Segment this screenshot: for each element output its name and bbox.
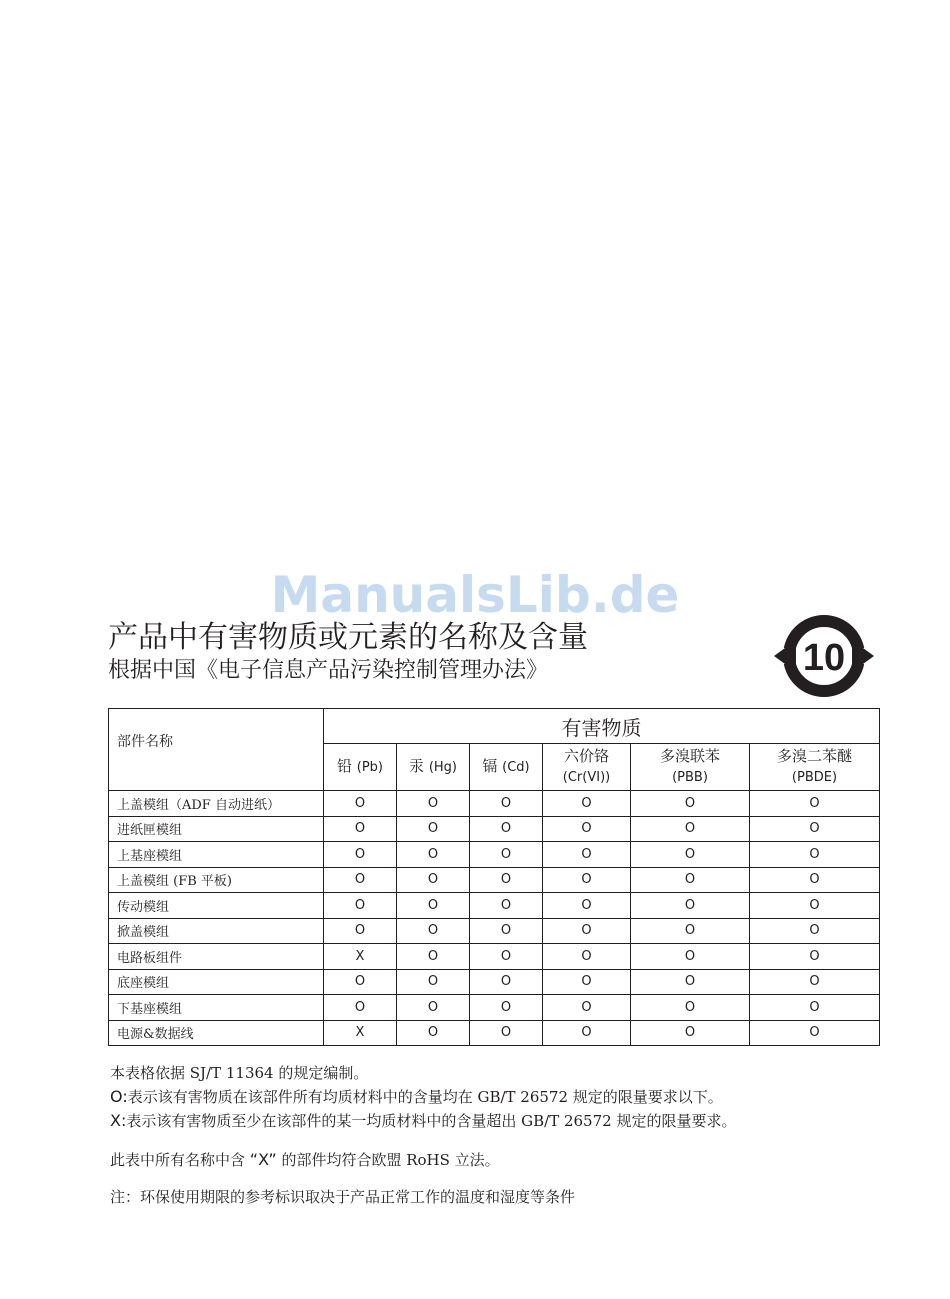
substance-mark-cell: O (470, 791, 543, 817)
substance-mark-cell: O (397, 842, 470, 868)
rohs-note (110, 1149, 500, 1171)
substance-mark-cell: O (470, 918, 543, 944)
table-row (109, 1020, 880, 1046)
substance-mark-cell: O (750, 893, 880, 919)
part-name-cell: 上基座模组 (109, 842, 324, 868)
table-row (109, 918, 880, 944)
substance-header (750, 744, 880, 791)
substance-mark-cell: O (324, 791, 397, 817)
substance-mark-cell: O (543, 791, 631, 817)
substance-header (631, 744, 750, 791)
table-row (109, 867, 880, 893)
epup-number: 10 (802, 637, 846, 679)
substance-mark-cell: O (397, 893, 470, 919)
rohs-note-post: 的部件均符合欧盟 RoHS 立法。 (276, 1151, 500, 1169)
table-row (109, 842, 880, 868)
part-name-cell: 进纸匣模组 (109, 816, 324, 842)
substance-mark-cell: O (631, 969, 750, 995)
substance-mark-cell: O (750, 969, 880, 995)
substance-mark-cell: O (631, 1020, 750, 1046)
x-legend-text: 表示该有害物质至少在该部件的某一均质材料中的含量超出 GB/T 26572 规定的限量要求。 (126, 1112, 737, 1130)
substance-mark-cell: O (324, 816, 397, 842)
o-legend-key: O: (110, 1087, 128, 1106)
rohs-note-quote: “X” (249, 1150, 277, 1169)
substance-mark-cell: O (397, 969, 470, 995)
basis-note: 本表格依据 SJ/T 11364 的规定编制。 (110, 1064, 369, 1082)
table-row (109, 791, 880, 817)
substance-mark-cell: O (750, 842, 880, 868)
hazardous-substances-table (108, 708, 880, 1046)
substance-mark-cell: O (631, 893, 750, 919)
table-row (109, 969, 880, 995)
x-legend (110, 1110, 736, 1132)
substance-mark-cell: O (397, 995, 470, 1021)
substance-symbol: (Cr(VI)) (562, 770, 611, 785)
substance-name: 铅 (336, 757, 352, 775)
substance-mark-cell: O (324, 969, 397, 995)
substance-mark-cell: O (324, 918, 397, 944)
substance-mark-cell: O (470, 816, 543, 842)
table-row (109, 995, 880, 1021)
substance-symbol: (PBDE) (791, 770, 838, 785)
substance-mark-cell: O (543, 816, 631, 842)
substance-mark-cell: O (750, 791, 880, 817)
substance-symbol: (Hg) (428, 760, 457, 775)
substance-mark-cell: O (631, 842, 750, 868)
substance-mark-cell: O (470, 867, 543, 893)
substance-name: 六价铬 (563, 747, 609, 765)
substance-mark-cell: O (470, 995, 543, 1021)
substance-mark-cell: O (543, 969, 631, 995)
part-name-cell: 下基座模组 (109, 995, 324, 1021)
substance-mark-cell: O (631, 867, 750, 893)
remark-note: 注：环保使用期限的参考标识取决于产品正常工作的温度和湿度等条件 (110, 1188, 576, 1206)
substance-mark-cell: O (324, 842, 397, 868)
substance-mark-cell: X (324, 1020, 397, 1046)
substance-mark-cell: O (631, 918, 750, 944)
substance-mark-cell: O (397, 791, 470, 817)
substance-mark-cell: O (470, 893, 543, 919)
substance-mark-cell: O (543, 867, 631, 893)
table-row (109, 944, 880, 970)
substance-name: 多溴联苯 (659, 747, 720, 765)
substance-header (543, 744, 631, 791)
part-name-cell: 电源&数据线 (109, 1020, 324, 1046)
substance-mark-cell: O (324, 995, 397, 1021)
environmental-protection-use-period-icon (772, 610, 876, 702)
substance-mark-cell: O (470, 944, 543, 970)
substance-mark-cell: O (397, 918, 470, 944)
part-name-cell: 传动模组 (109, 893, 324, 919)
substance-mark-cell: X (324, 944, 397, 970)
substance-mark-cell: O (543, 893, 631, 919)
substance-mark-cell: O (543, 1020, 631, 1046)
substance-mark-cell: O (631, 791, 750, 817)
page-subtitle: 根据中国《电子信息产品污染控制管理办法》 (108, 658, 549, 683)
substance-mark-cell: O (631, 944, 750, 970)
substance-mark-cell: O (397, 816, 470, 842)
substance-mark-cell: O (397, 1020, 470, 1046)
hazardous-substances-header: 有害物质 (324, 709, 880, 744)
table-row (109, 893, 880, 919)
substance-mark-cell: O (324, 893, 397, 919)
substance-mark-cell: O (543, 918, 631, 944)
watermark: ManualsLib.de (270, 566, 680, 624)
substance-mark-cell: O (470, 969, 543, 995)
substance-mark-cell: O (470, 1020, 543, 1046)
substance-name: 多溴二苯醚 (776, 747, 852, 765)
part-name-cell: 底座模组 (109, 969, 324, 995)
substance-mark-cell: O (543, 944, 631, 970)
o-legend-text: 表示该有害物质在该部件所有均质材料中的含量均在 GB/T 26572 规定的限量要求以下。 (127, 1088, 723, 1106)
substance-header (470, 744, 543, 791)
part-name-cell: 上盖模组 (FB 平板) (109, 867, 324, 893)
substance-mark-cell: O (324, 867, 397, 893)
x-legend-key: X: (110, 1111, 127, 1130)
rohs-note-pre: 此表中所有名称中含 (110, 1151, 250, 1169)
substance-mark-cell: O (631, 995, 750, 1021)
substance-header (397, 744, 470, 791)
substance-mark-cell: O (543, 842, 631, 868)
substance-name: 镉 (482, 757, 498, 775)
substance-mark-cell: O (750, 867, 880, 893)
substance-mark-cell: O (750, 816, 880, 842)
substance-symbol: (Cd) (502, 760, 530, 775)
substance-symbol: (PBB) (672, 770, 708, 785)
substance-mark-cell: O (543, 995, 631, 1021)
substance-symbol: (Pb) (356, 760, 384, 775)
substance-mark-cell: O (397, 944, 470, 970)
substance-mark-cell: O (470, 842, 543, 868)
o-legend (110, 1086, 723, 1108)
substance-header (324, 744, 397, 791)
substance-mark-cell: O (397, 867, 470, 893)
substance-mark-cell: O (750, 1020, 880, 1046)
part-name-cell: 电路板组件 (109, 944, 324, 970)
substance-mark-cell: O (631, 816, 750, 842)
part-name-cell: 上盖模组（ADF 自动进纸） (109, 791, 324, 817)
part-name-cell: 掀盖模组 (109, 918, 324, 944)
substance-mark-cell: O (750, 918, 880, 944)
substance-name: 汞 (409, 757, 425, 775)
table-row (109, 816, 880, 842)
page-title: 产品中有害物质或元素的名称及含量 (108, 620, 588, 655)
part-name-header: 部件名称 (109, 709, 324, 791)
substance-mark-cell: O (750, 944, 880, 970)
substance-mark-cell: O (750, 995, 880, 1021)
